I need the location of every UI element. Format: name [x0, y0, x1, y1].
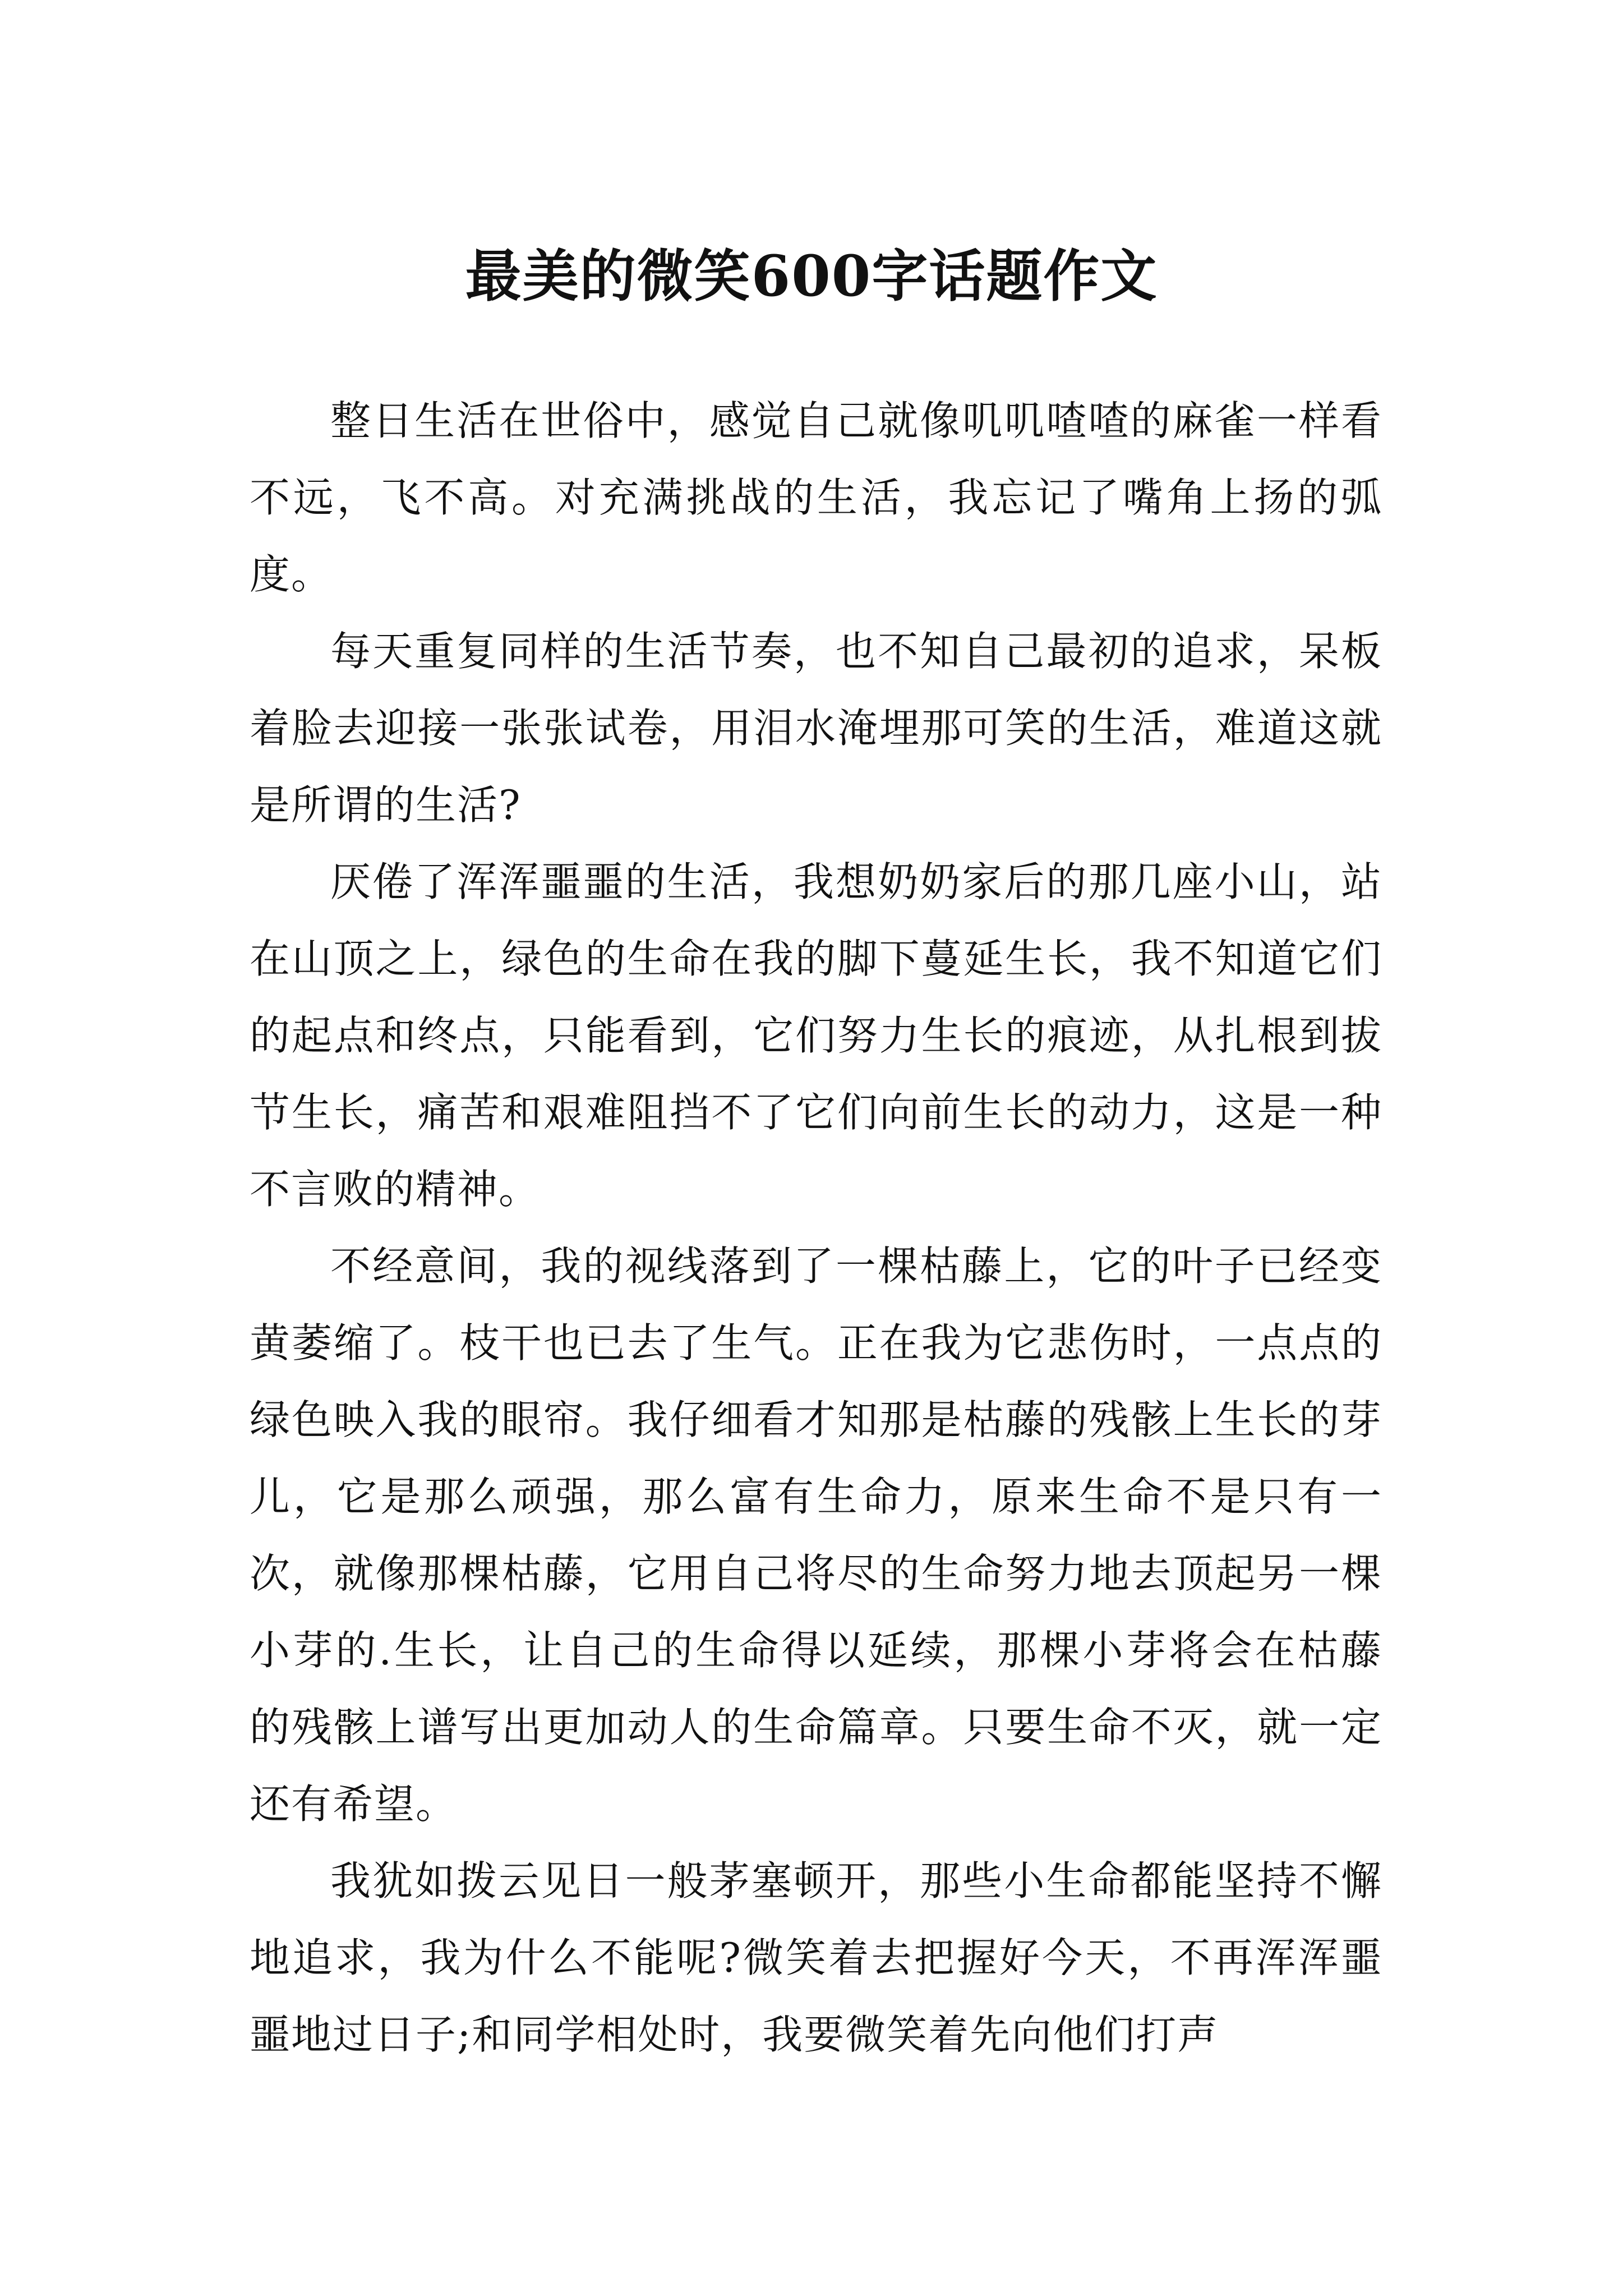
paragraph-4: 不经意间，我的视线落到了一棵枯藤上，它的叶子已经变黄萎缩了。枝干也已去了生气。正在我为它悲伤时，一点点的绿色映入我的眼帘。我仔细看才知那是枯藤的残骸上生长的芽儿，它是那么顽强，那么富有生命力，原来生命不是只有一次，就像那棵枯藤，它用自己将尽的生命努力地去顶起另一棵小芽的.生长，让自己的生命得以延续，那棵小芽将会在枯藤的残骸上谱写出更加动人的生命篇章。只要生命不灭，就一定还有希望。	[250, 1243, 1382, 1828]
document-body	[250, 383, 1382, 2073]
paragraph-1: 整日生活在世俗中，感觉自己就像叽叽喳喳的麻雀一样看不远，飞不高。对充满挑战的生活，我忘记了嘴角上扬的弧度。	[250, 397, 1382, 598]
paragraph-3: 厌倦了浑浑噩噩的生活，我想奶奶家后的那几座小山，站在山顶之上，绿色的生命在我的脚下蔓延生长，我不知道它们的起点和终点，只能看到，它们努力生长的痕迹，从扎根到拔节生长，痛苦和艰难阻挡不了它们向前生长的动力，这是一种不言败的精神。	[250, 858, 1382, 1213]
document-title: 最美的微笑600字话题作文	[465, 243, 1158, 309]
paragraph-5: 我犹如拨云见日一般茅塞顿开，那些小生命都能坚持不懈地追求，我为什么不能呢?微笑着去把握好今天，不再浑浑噩噩地过日子;和同学相处时，我要微笑着先向他们打声	[250, 1857, 1382, 2058]
paragraph-2: 每天重复同样的生活节奏，也不知自己最初的追求，呆板着脸去迎接一张张试卷，用泪水淹埋那可笑的生活，难道这就是所谓的生活?	[250, 628, 1382, 829]
